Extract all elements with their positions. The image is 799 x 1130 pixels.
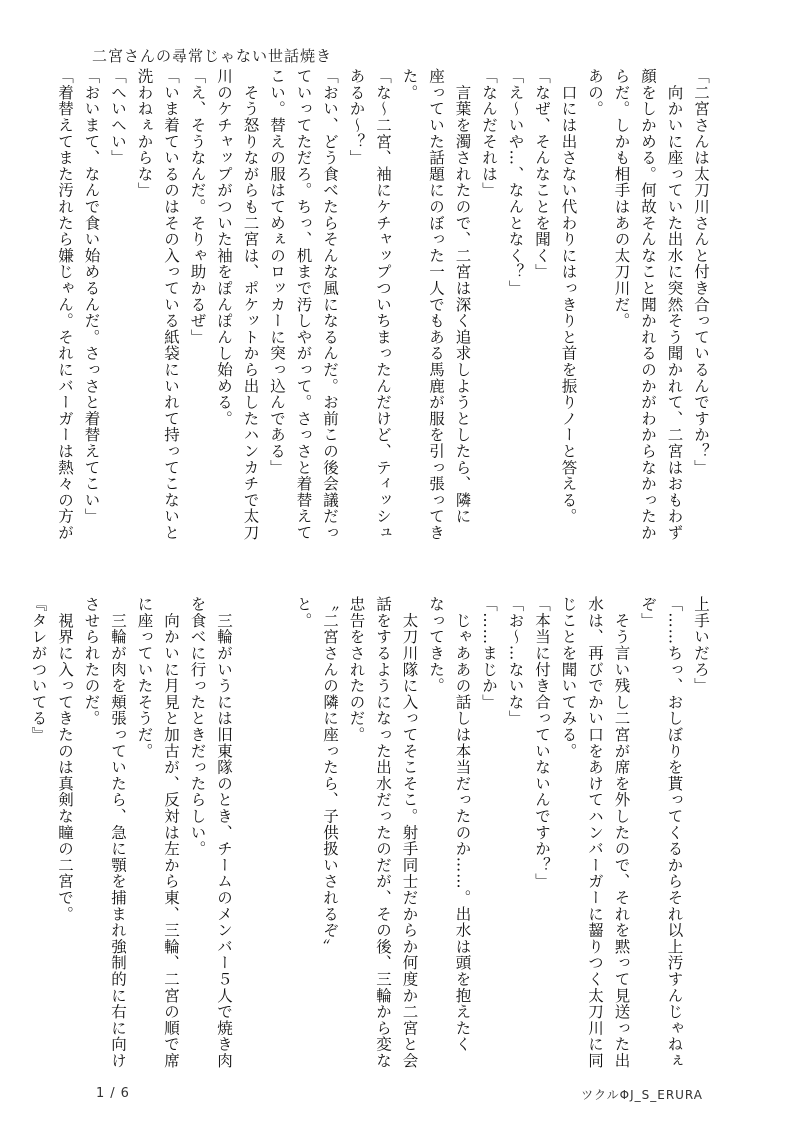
text-line: あるか〜？」 (347, 68, 366, 166)
text-line: 座っていた話題にのぼった一人でもある馬鹿が服を引っ張ってき (427, 68, 445, 541)
text-line: 向かいに座っていた出水に突然そう聞かれて、二宮はおもわず (665, 68, 684, 541)
text-line: させられたのだ。 (82, 596, 101, 727)
text-line: あの。 (586, 68, 604, 117)
text-line: 「おいまて、なんで食い始めるんだ。さっさと着替えてこい」 (82, 68, 101, 525)
text-line: 向かいに月見と加古が、反対は左から東、三輪、二宮の順で席 (162, 596, 180, 1069)
text-line (237, 596, 264, 1086)
text-line: と。 (294, 596, 313, 629)
text-line: そう言い残し二宮が席を外したので、それを黙って見送った出 (612, 596, 631, 1069)
text-line: 「なんだそれは」 (480, 68, 498, 199)
text-line: 「着替えてまた汚れたら嫌じゃん。それにバーガーは熱々の方が (56, 68, 74, 541)
text-line: 忠告をされたのだ。 (347, 596, 366, 743)
text-line: 三輪がいうには旧東隊のとき、チームのメンバー５人で焼き肉 (215, 596, 233, 1069)
text-line: 「本当に付き合っていないんですか？」 (533, 596, 551, 890)
text-line: 〝二宮さんの隣に座ったら、子供扱いされるぞ〟 (321, 596, 339, 955)
text-block-upper (52, 68, 715, 588)
text-line: 口には出さない代わりにはっきりと首を振りノーと答える。 (559, 68, 578, 525)
text-line: 視界に入ってきたのは真剣な瞳の二宮で。 (56, 596, 74, 922)
text-line: 「……ちっ、おしぼりを貰ってくるからそれ以上汚すんじゃねぇ (665, 596, 684, 1069)
text-line: ぞ」 (639, 596, 657, 629)
text-line: 「いま着ているのはその入っている紙袋にいれて持ってこないと (162, 68, 180, 541)
text-line (264, 596, 291, 1086)
page-header-title: 二宮さんの尋常じゃない世話焼き (92, 47, 333, 65)
text-line: 水は、再びでかい口をあけてハンバーガーに齧りつく太刀川に同 (586, 596, 604, 1069)
text-line: 「え〜いや…、なんとなく？」 (506, 68, 525, 297)
text-line: 言葉を濁されたので、二宮は深く追求しようとしたら、隣に (453, 68, 472, 525)
text-line: じゃああの話しは本当だったのか……。出水は頭を抱えたく (453, 596, 472, 1053)
text-line: た。 (400, 68, 419, 101)
text-line: らだ。しかも相手はあの太刀川だ。 (612, 68, 631, 329)
text-line: ていってただろ。ちっ、机まで汚しやがって。さっさと着替えて (294, 68, 313, 541)
text-line: 太刀川隊に入ってそこそこ。射手同士だからか何度か二宮と会 (400, 596, 419, 1069)
text-line: 「え、そうなんだ。そりゃ助かるぜ」 (188, 68, 207, 346)
text-line: 「……まじか」 (480, 596, 498, 711)
text-line: 洗わねぇからな」 (135, 68, 154, 199)
text-line: を食べに行ったときだったらしい。 (188, 596, 207, 857)
text-line: 三輪が肉を頬張っていたら、急に顎を捕まれ強制的に右に向け (109, 596, 127, 1069)
text-line: 川のケチャップがついた袖をぽんぽんし始める。 (215, 68, 233, 427)
page-number: 1/6 (96, 1086, 135, 1101)
text-block-lower (25, 596, 714, 1086)
text-line: 顔をしかめる。何故そんなこと聞かれるのかがわからなかったか (639, 68, 657, 541)
text-line: 「お〜…ないな」 (506, 596, 525, 727)
text-line: 「おい、どう食べたらそんな風になるんだ。お前この後会議だっ (321, 68, 339, 541)
text-line: こい。替えの服はてめぇのロッカーに突っ込んである」 (268, 68, 286, 476)
text-line: 話をするようになった出水だったのだが、その後、三輪から変な (374, 596, 392, 1069)
author-credit: ツクルΦJ_S_ERURA (581, 1088, 703, 1102)
text-line: なってきた。 (427, 596, 445, 694)
text-line: 「な〜二宮、袖にケチャップついちまったんだけど、ティッシュ (374, 68, 392, 541)
text-line: じことを聞いてみる。 (559, 596, 578, 759)
text-line: 「二宮さんは太刀川さんと付き合っているんですか？」 (692, 68, 710, 476)
text-line: そう怒りながらも二宮は、ポケットから出したハンカチで太刀 (241, 68, 260, 541)
text-line: 「へいへい」 (109, 68, 127, 166)
text-line: 『タレがついてる』 (29, 596, 48, 743)
text-line: に座っていたそうだ。 (135, 596, 154, 759)
text-line: 上手いだろ」 (692, 596, 710, 694)
text-line: 「なぜ、そんなことを聞く」 (533, 68, 551, 280)
